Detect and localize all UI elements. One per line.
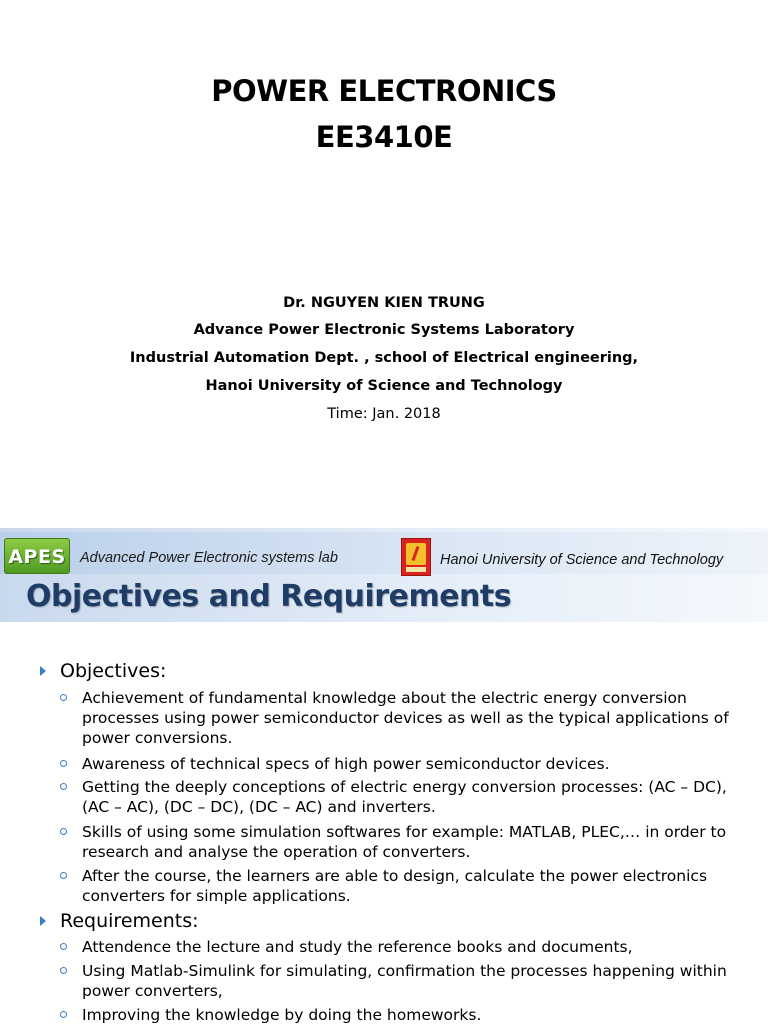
lab-name-text: Advanced Power Electronic systems lab bbox=[80, 550, 338, 566]
circle-bullet-icon bbox=[60, 872, 67, 879]
header-bar bbox=[0, 532, 768, 574]
circle-bullet-icon bbox=[60, 694, 67, 701]
lab-line: Advance Power Electronic Systems Laboratory bbox=[193, 322, 575, 338]
title-slide bbox=[0, 0, 768, 508]
university-line: Hanoi University of Science and Technology bbox=[205, 378, 563, 394]
university-logo-icon bbox=[401, 538, 431, 576]
circle-bullet-icon bbox=[60, 1011, 67, 1018]
circle-bullet-icon bbox=[60, 828, 67, 835]
university-name-text: Hanoi University of Science and Technology bbox=[440, 552, 724, 568]
course-title: POWER ELECTRONICS bbox=[211, 74, 557, 108]
department-line: Industrial Automation Dept. , school of Electrical engineering, bbox=[129, 350, 639, 366]
circle-bullet-icon bbox=[60, 760, 67, 767]
slide-title: Objectives and Requirements bbox=[26, 579, 512, 614]
author-name: Dr. NGUYEN KIEN TRUNG bbox=[283, 295, 485, 311]
circle-bullet-icon bbox=[60, 943, 67, 950]
triangle-bullet-icon bbox=[40, 666, 46, 676]
circle-bullet-icon bbox=[60, 967, 67, 974]
course-code: EE3410E bbox=[315, 120, 453, 154]
circle-bullet-icon bbox=[60, 783, 67, 790]
triangle-bullet-icon bbox=[40, 916, 46, 926]
time-line: Time: Jan. 2018 bbox=[327, 406, 441, 422]
apes-logo-icon: APES bbox=[4, 538, 70, 574]
